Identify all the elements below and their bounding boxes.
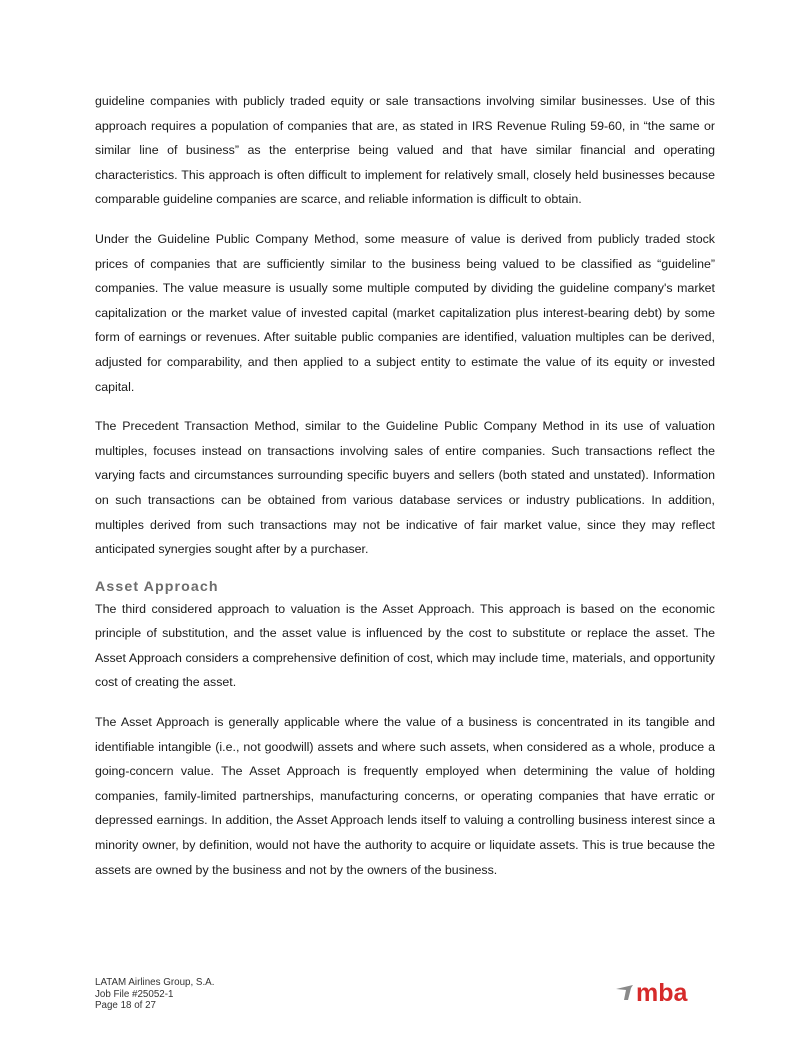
mba-logo-graphic [614, 978, 708, 1006]
paragraph-precedent-transaction: The Precedent Transaction Method, similar to the Guideline Public Company Method in its use of valuation multiples, focuses instead on transactions involving sales of entire companies. Such transactions reflect the varying facts and circumstances surrounding specific buyers and sellers (both stated and unstated). Information on such transactions can be obtained from various database services or industry publications. In addition, multiples derived from such transactions may not be indicative of fair market value, since they may reflect anticipated synergies sought after by a purchaser. [95, 419, 715, 557]
footer-page-number: Page 18 of 27 [95, 1000, 157, 1012]
page-footer [95, 977, 214, 1012]
footer-company: LATAM Airlines Group, S.A. [95, 977, 215, 988]
section-heading-asset-approach: Asset Approach [95, 578, 219, 595]
arrow-mark-icon [616, 985, 633, 1000]
page-body [95, 89, 715, 897]
paragraph-guideline-public-company: Under the Guideline Public Company Method, some measure of value is derived from publicly traded stock prices of companies that are sufficiently similar to the business being valued to be classified as “guideline” companies. The value measure is usually some multiple computed by dividing the guideline company's market capitalization or the market value of invested capital (market capitalization plus interest-bearing debt) by some form of earnings or revenues. After suitable public companies are identified, valuation multiples can be derived, adjusted for comparability, and then applied to a subject entity to estimate the value of its equity or invested capital. [95, 231, 715, 394]
footer-job-file: Job File #25052-1 [95, 988, 174, 1000]
mba-logo [614, 978, 708, 1006]
paragraph-asset-approach-applicability: The Asset Approach is generally applicable where the value of a business is concentrated in its tangible and identifiable intangible (i.e., not goodwill) assets and where such assets, when considered as a whole, produce a going-concern value. The Asset Approach is frequently employed when determining the value of holding companies, family-limited partnerships, manufacturing concerns, or operating companies that have erratic or depressed earnings. In addition, the Asset Approach lends itself to valuing a controlling business interest since a minority owner, by definition, would not have the authority to acquire or liquidate assets. This is true because the assets are owned by the business and not by the owners of the business. [95, 715, 715, 877]
paragraph-guideline-intro: guideline companies with publicly traded equity or sale transactions involving similar businesses. Use of this approach requires a population of companies that are, as stated in IRS Revenue Ruling 59-60, in “the same or similar line of business” as the enterprise being valued and that have similar financial and operating characteristics. This approach is often difficult to implement for relatively small, closely held businesses because comparable guideline companies are scarce, and reliable information is difficult to obtain. [95, 94, 715, 207]
paragraph-asset-approach-intro: The third considered approach to valuation is the Asset Approach. This approach is based on the economic principle of substitution, and the asset value is influenced by the cost to substitute or replace the asset. The Asset Approach considers a comprehensive definition of cost, which may include time, materials, and opportunity cost of creating the asset. [95, 601, 715, 690]
logo-text: mba [636, 979, 688, 1006]
